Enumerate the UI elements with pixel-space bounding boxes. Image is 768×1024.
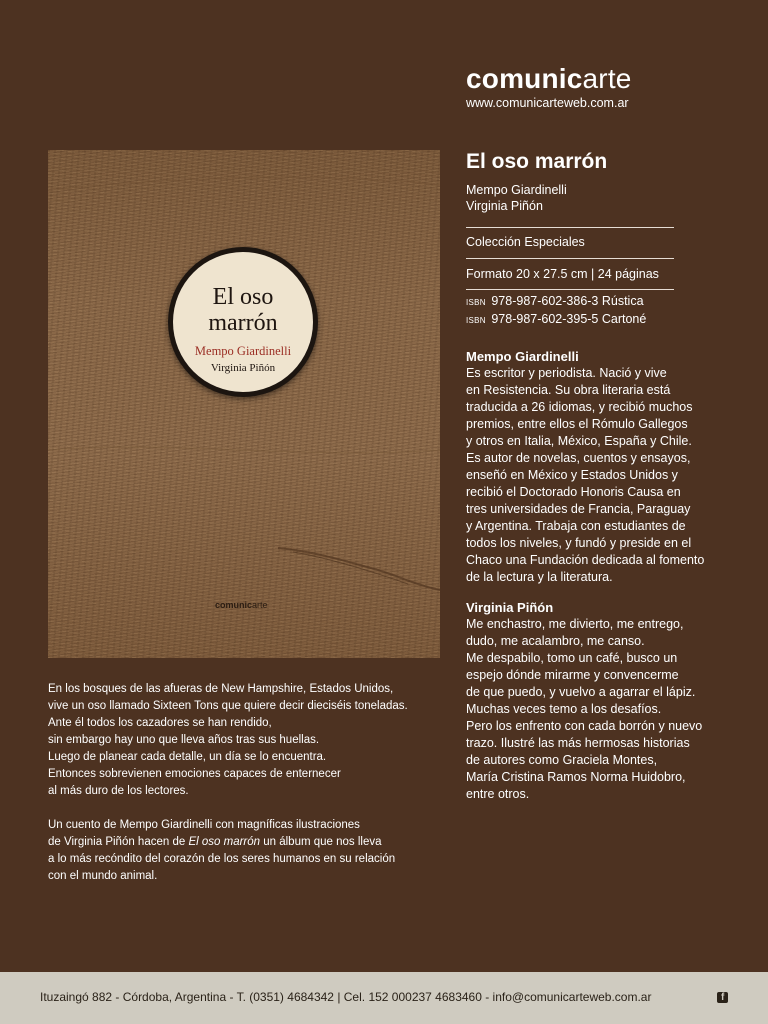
divider [466, 227, 674, 228]
synopsis [48, 681, 408, 885]
publisher-name-light: arte [582, 63, 632, 94]
text-line: sin embargo hay uno que lleva años tras sus huellas. [48, 734, 320, 746]
text-line: Luego de planear cada detalle, un día se lo encuentra. [48, 751, 327, 763]
text-line: entre otros. [466, 787, 530, 801]
text-line: tres universidades de Francia, Paraguay [466, 502, 691, 516]
book-cover [48, 150, 440, 658]
text-line: traducida a 26 idiomas, y recibió muchos [466, 400, 693, 414]
synopsis-text: un álbum que nos lleva [260, 836, 382, 848]
synopsis-line: con el mundo animal. [48, 870, 158, 882]
text-line: enseñó en México y Estados Unidos y [466, 468, 678, 482]
cover-title-line2: marrón [208, 310, 278, 336]
book-format: Formato 20 x 27.5 cm | 24 páginas [466, 267, 659, 281]
synopsis-paragraph-2 [48, 817, 408, 885]
synopsis-paragraph-1 [48, 681, 408, 800]
divider [466, 258, 674, 259]
isbn-rustica [466, 293, 730, 311]
text-line: Me despabilo, tomo un café, busco un [466, 651, 678, 665]
isbn-label: ISBN [466, 298, 486, 307]
cover-author: Mempo Giardinelli [194, 344, 292, 358]
text-line: recibió el Doctorado Honoris Causa en [466, 485, 681, 499]
cover-logo-bold: comunic [215, 600, 253, 610]
text-line: y otros en Italia, México, España y Chile. [466, 434, 692, 448]
text-line: en Resistencia. Su obra literaria está [466, 383, 671, 397]
footer [0, 972, 768, 1024]
text-line: trazo. Ilustré las más hermosas historias [466, 736, 690, 750]
book-illustrator: Virginia Piñón [466, 199, 543, 213]
text-line: Muchas veces temo a los desafíos. [466, 702, 662, 716]
cover-illustrator: Virginia Piñón [210, 362, 276, 374]
isbn-cartone [466, 311, 730, 329]
publisher-url[interactable]: www.comunicarteweb.com.ar [466, 96, 629, 110]
cover-logo-light: arte [252, 600, 268, 610]
text-line: al más duro de los lectores. [48, 785, 189, 797]
publisher-logo [466, 64, 632, 111]
text-line: En los bosques de las afueras de New Hampshire, Estados Unidos, [48, 683, 394, 695]
cover-title-line1: El oso [212, 284, 274, 310]
author-bio-heading: Mempo Giardinelli [466, 349, 579, 364]
facebook-glyph: f [721, 992, 725, 1003]
text-line: dudo, me acalambro, me canso. [466, 634, 645, 648]
footer-contact: Ituzaingó 882 - Córdoba, Argentina - T. (0351) 4684342 | Cel. 152 000237 4683460 - info@comunicarteweb.com.ar [40, 990, 652, 1004]
cover-publisher-logo [215, 600, 268, 610]
text-line: Ante él todos los cazadores se han rendido, [48, 717, 272, 729]
text-line: Pero los enfrento con cada borrón y nuevo [466, 719, 703, 733]
isbn-label: ISBN [466, 316, 486, 325]
book-collection: Colección Especiales [466, 235, 585, 249]
cover-title-badge [168, 247, 318, 397]
isbn-cartone-value: 978-987-602-395-5 Cartoné [491, 312, 647, 326]
facebook-icon[interactable] [717, 992, 728, 1003]
text-line: Es autor de novelas, cuentos y ensayos, [466, 451, 691, 465]
author-bio [466, 365, 730, 586]
text-line: de que puedo, y vuelvo a agarrar el lápiz. [466, 685, 696, 699]
divider [466, 289, 674, 290]
synopsis-text: de Virginia Piñón hacen de [48, 836, 189, 848]
text-line: Me enchastro, me divierto, me entrego, [466, 617, 684, 631]
text-line: espejo dónde mirarme y convencerme [466, 668, 679, 682]
text-line: Entonces sobrevienen emociones capaces de enternecer [48, 768, 341, 780]
book-info [466, 148, 730, 803]
cover-fur-texture [48, 150, 440, 658]
text-line: Chaco una Fundación dedicada al fomento [466, 553, 705, 567]
synopsis-book-title: El oso marrón [188, 836, 261, 848]
text-line: de la lectura y la literatura. [466, 570, 613, 584]
text-line: premios, entre ellos el Rómulo Gallegos [466, 417, 688, 431]
text-line: Es escritor y periodista. Nació y vive [466, 366, 667, 380]
synopsis-line [48, 834, 408, 851]
book-credits [466, 182, 730, 214]
text-line: María Cristina Ramos Norma Huidobro, [466, 770, 686, 784]
text-line: de autores como Graciela Montes, [466, 753, 658, 767]
book-title: El oso marrón [466, 150, 608, 173]
publisher-name-bold: comunic [466, 63, 583, 94]
synopsis-line: a lo más recóndito del corazón de los seres humanos en su relación [48, 853, 396, 865]
publisher-name [466, 64, 632, 94]
isbn-rustica-value: 978-987-602-386-3 Rústica [491, 294, 644, 308]
illustrator-bio [466, 616, 730, 803]
book-author: Mempo Giardinelli [466, 183, 567, 197]
illustrator-bio-heading: Virginia Piñón [466, 600, 554, 615]
text-line: todos los niveles, y fundó y preside en el [466, 536, 692, 550]
text-line: vive un oso llamado Sixteen Tons que quiere decir dieciséis toneladas. [48, 700, 408, 712]
text-line: y Argentina. Trabaja con estudiantes de [466, 519, 686, 533]
synopsis-line: Un cuento de Mempo Giardinelli con magníficas ilustraciones [48, 819, 360, 831]
